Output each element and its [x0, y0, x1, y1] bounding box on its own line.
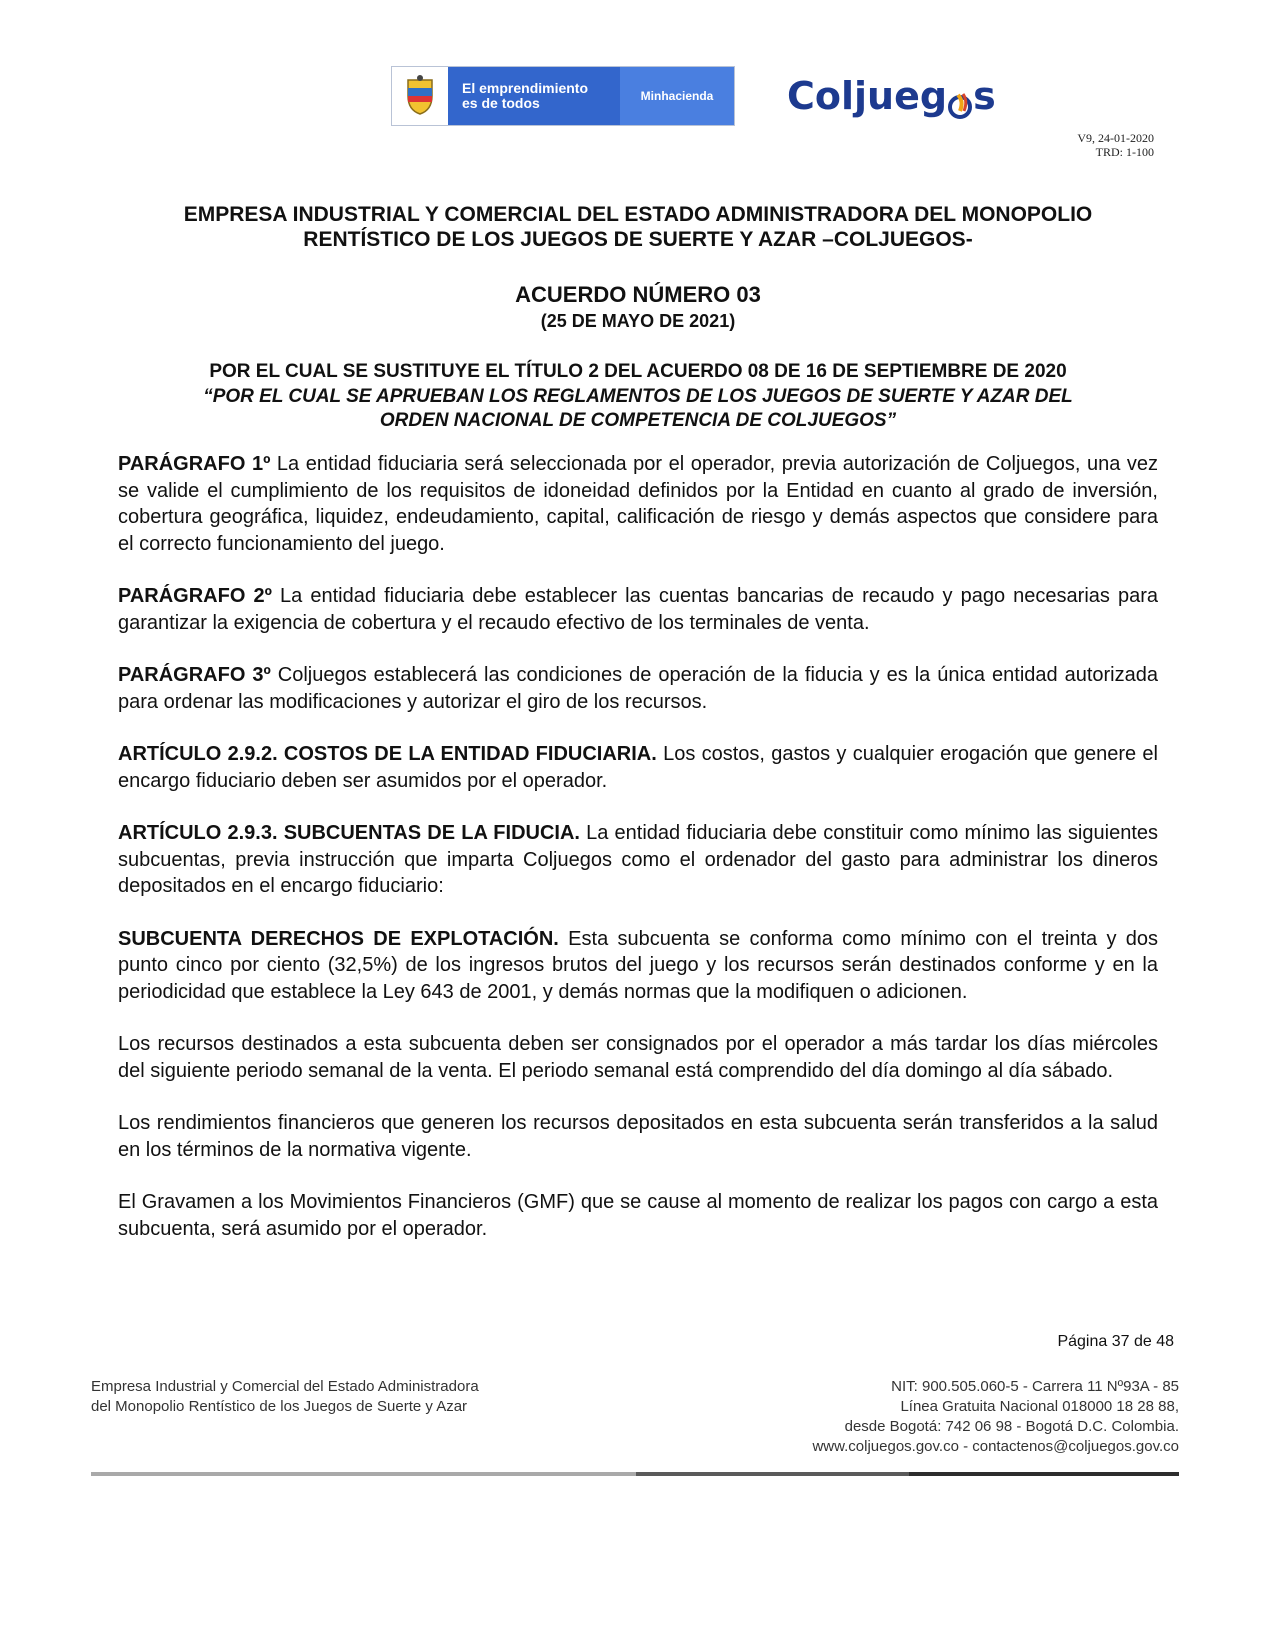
footer-divider-mid [636, 1472, 909, 1476]
article-2-9-3-label: ARTÍCULO 2.9.3. SUBCUENTAS DE LA FIDUCIA. [118, 822, 580, 844]
subaccount-label: SUBCUENTA DERECHOS DE EXPLOTACIÓN. [118, 927, 559, 950]
article-2-9-3 [118, 820, 1158, 900]
gov-slogan-line1: El emprendimiento [462, 80, 589, 96]
brand-text-middle: ueg [867, 74, 948, 118]
trd-line: TRD: 1-100 [1095, 145, 1154, 159]
footer-contact [812, 1377, 1179, 1457]
subject-quoted [100, 385, 1176, 433]
footer-nit: NIT: 900.505.060-5 - Carrera 11 Nº93A - 85 [891, 1378, 1179, 1395]
entity-title-line2: RENTÍSTICO DE LOS JUEGOS DE SUERTE Y AZAR –COLJUEGOS- [303, 228, 973, 251]
paragraph-3-text: Coljuegos establecerá las condiciones de operación de la fiducia y es la única entidad autorizada para ordenar las modificaciones y autorizar el giro de los recursos. [118, 664, 1158, 713]
version-line: V9, 24-01-2020 [1077, 131, 1154, 145]
footer-divider-light [91, 1472, 636, 1476]
footer-entity [91, 1377, 479, 1417]
coljuegos-logo [787, 72, 996, 120]
government-banner-logo [391, 66, 735, 126]
paragraph-gmf: El Gravamen a los Movimientos Financieros (GMF) que se cause al momento de realizar los pagos con cargo a esta subcuenta, será asumido por el operador. [118, 1191, 1158, 1240]
footer-left-line2: del Monopolio Rentístico de los Juegos de Suerte y Azar [91, 1398, 468, 1415]
document-body [118, 451, 1158, 1268]
footer-divider-dark [909, 1472, 1179, 1476]
entity-title [100, 202, 1176, 252]
brand-text-left: Colj [787, 74, 868, 118]
gov-slogan-line2: es de todos [462, 95, 540, 111]
document-version [1077, 131, 1154, 159]
agreement-date: (25 DE MAYO DE 2021) [540, 311, 736, 331]
paragraph-yields: Los rendimientos financieros que generen los recursos depositados en esta subcuenta serán transferidos a la salud en los términos de la normativa vigente. [118, 1112, 1158, 1161]
paragraph-2-label: PARÁGRAFO 2º [118, 585, 272, 607]
article-2-9-2 [118, 741, 1158, 794]
subaccount-text: Esta subcuenta se conforma como mínimo con el treinta y dos punto cinco por ciento (32,5%) de los ingresos brutos del juego y los recursos serán destinados conforme y en la periodicidad que establece la Ley 643 de 2001, y demás normas que la modifiquen o adicionen. [118, 927, 1158, 1003]
brand-mark-icon [948, 84, 972, 112]
government-slogan [448, 67, 620, 125]
entity-title-line1: EMPRESA INDUSTRIAL Y COMERCIAL DEL ESTADO ADMINISTRADORA DEL MONOPOLIO [183, 203, 1093, 226]
paragraph-deposits: Los recursos destinados a esta subcuenta deben ser consignados por el operador a más tardar los días miércoles del siguiente periodo semanal de la venta. El periodo semanal está comprendido del día domingo al día sábado. [118, 1033, 1158, 1082]
subject-line2: “POR EL CUAL SE APRUEBAN LOS REGLAMENTOS DE LOS JUEGOS DE SUERTE Y AZAR DEL [203, 386, 1073, 407]
brand-text-right: s [973, 74, 996, 118]
ministry-label: Minhacienda [620, 67, 734, 125]
paragraph-2 [118, 583, 1158, 636]
subject-line3: ORDEN NACIONAL DE COMPETENCIA DE COLJUEGOS” [379, 410, 897, 431]
footer-web-email: www.coljuegos.gov.co - contactenos@coljuegos.gov.co [812, 1438, 1179, 1455]
paragraph-3-label: PARÁGRAFO 3º [118, 664, 271, 686]
article-2-9-3-text: La entidad fiduciaria debe constituir como mínimo las siguientes subcuentas, previa instrucción que imparta Coljuegos como el ordenador del gasto para administrar los dineros depositados en el encargo fiduciario: [118, 822, 1158, 897]
article-2-9-2-label: ARTÍCULO 2.9.2. COSTOS DE LA ENTIDAD FIDUCIARIA. [118, 743, 657, 765]
subaccount-paragraph [118, 926, 1158, 1006]
footer-divider [91, 1472, 1179, 1476]
agreement-number: ACUERDO NÚMERO 03 [515, 282, 761, 307]
paragraph-3 [118, 662, 1158, 715]
page-number: Página 37 de 48 [1057, 1333, 1174, 1350]
paragraph-2-text: La entidad fiduciaria debe establecer las cuentas bancarias de recaudo y pago necesarias para garantizar la exigencia de cobertura y el recaudo efectivo de los terminales de venta. [118, 585, 1159, 634]
paragraph-1 [118, 451, 1158, 557]
footer-bogota: desde Bogotá: 742 06 98 - Bogotá D.C. Colombia. [844, 1418, 1179, 1435]
article-2-9-2-text: Los costos, gastos y cualquier erogación que genere el encargo fiduciario deben ser asumidos por el operador. [118, 743, 1159, 792]
paragraph-1-text: La entidad fiduciaria será seleccionada por el operador, previa autorización de Coljuegos, una vez se valide el cumplimiento de los requisitos de idoneidad definidos por la Entidad en cuanto al grado de inversión, cobertura geográfica, liquidez, endeudamiento, capital, calificación de riesgo y demás aspectos que considere para el correcto funcionamiento del juego. [118, 453, 1158, 555]
subject-line1: POR EL CUAL SE SUSTITUYE EL TÍTULO 2 DEL ACUERDO 08 DE 16 DE SEPTIEMBRE DE 2020 [209, 361, 1067, 382]
coat-of-arms-icon [392, 67, 448, 125]
footer-phone: Línea Gratuita Nacional 018000 18 28 88, [900, 1398, 1179, 1415]
paragraph-1-label: PARÁGRAFO 1º [118, 453, 271, 475]
footer-left-line1: Empresa Industrial y Comercial del Estado Administradora [91, 1378, 479, 1395]
